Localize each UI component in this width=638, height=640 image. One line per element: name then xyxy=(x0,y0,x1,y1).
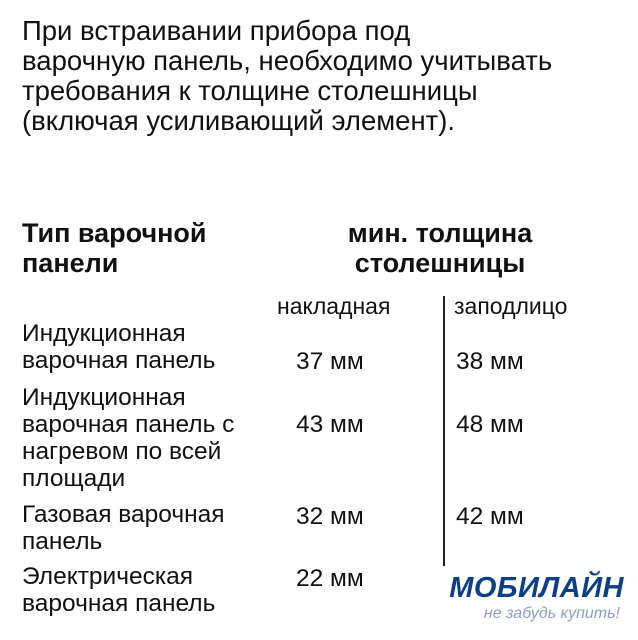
row-name-line: Индукционная xyxy=(22,384,186,411)
row-name-line: Индукционная xyxy=(22,320,186,347)
header-line: мин. толщина xyxy=(347,218,533,248)
intro-line: требования к толщине столешницы xyxy=(22,75,478,106)
intro-paragraph xyxy=(22,16,622,136)
value-overlay-electric: 22 мм xyxy=(296,565,364,592)
intro-line: (включая усиливающий элемент). xyxy=(22,105,456,136)
intro-line: варочную панель, необходимо учитывать xyxy=(22,45,553,76)
value-flush-gas: 42 мм xyxy=(456,503,524,530)
value-overlay-induction: 37 мм xyxy=(296,348,364,375)
row-name-line: варочная панель xyxy=(22,347,216,374)
value-overlay-induction-full-area: 43 мм xyxy=(296,411,364,438)
row-name-line: Газовая варочная xyxy=(22,501,225,528)
header-line: Тип варочной xyxy=(22,218,207,248)
value-overlay-gas: 32 мм xyxy=(296,503,364,530)
value-flush-induction-full-area: 48 мм xyxy=(456,411,524,438)
mobilain-watermark-logo xyxy=(438,566,624,630)
intro-line: При встраивании прибора под xyxy=(22,15,411,46)
column-header-thickness xyxy=(318,218,562,278)
row-name-line: панель xyxy=(22,528,103,555)
logo-name: МОБИЛАЙН xyxy=(449,572,624,604)
row-name-line: Электрическая xyxy=(22,563,194,590)
row-name-induction-full-area xyxy=(22,384,234,492)
header-line: столешницы xyxy=(354,248,526,278)
logo-slogan: не забудь купить! xyxy=(483,605,620,622)
row-name-electric xyxy=(22,563,215,617)
column-divider xyxy=(443,296,445,566)
row-name-induction xyxy=(22,320,215,374)
subheader-flush: заподлицо xyxy=(454,293,568,319)
subheader-overlay: накладная xyxy=(277,293,391,319)
row-name-gas xyxy=(22,501,225,555)
header-line: панели xyxy=(22,248,119,278)
column-header-type xyxy=(22,218,207,278)
row-name-line: нагревом по всей xyxy=(22,438,222,465)
row-name-line: варочная панель xyxy=(22,590,216,617)
value-flush-induction: 38 мм xyxy=(456,348,524,375)
row-name-line: варочная панель с xyxy=(22,411,235,438)
row-name-line: площади xyxy=(22,465,126,492)
